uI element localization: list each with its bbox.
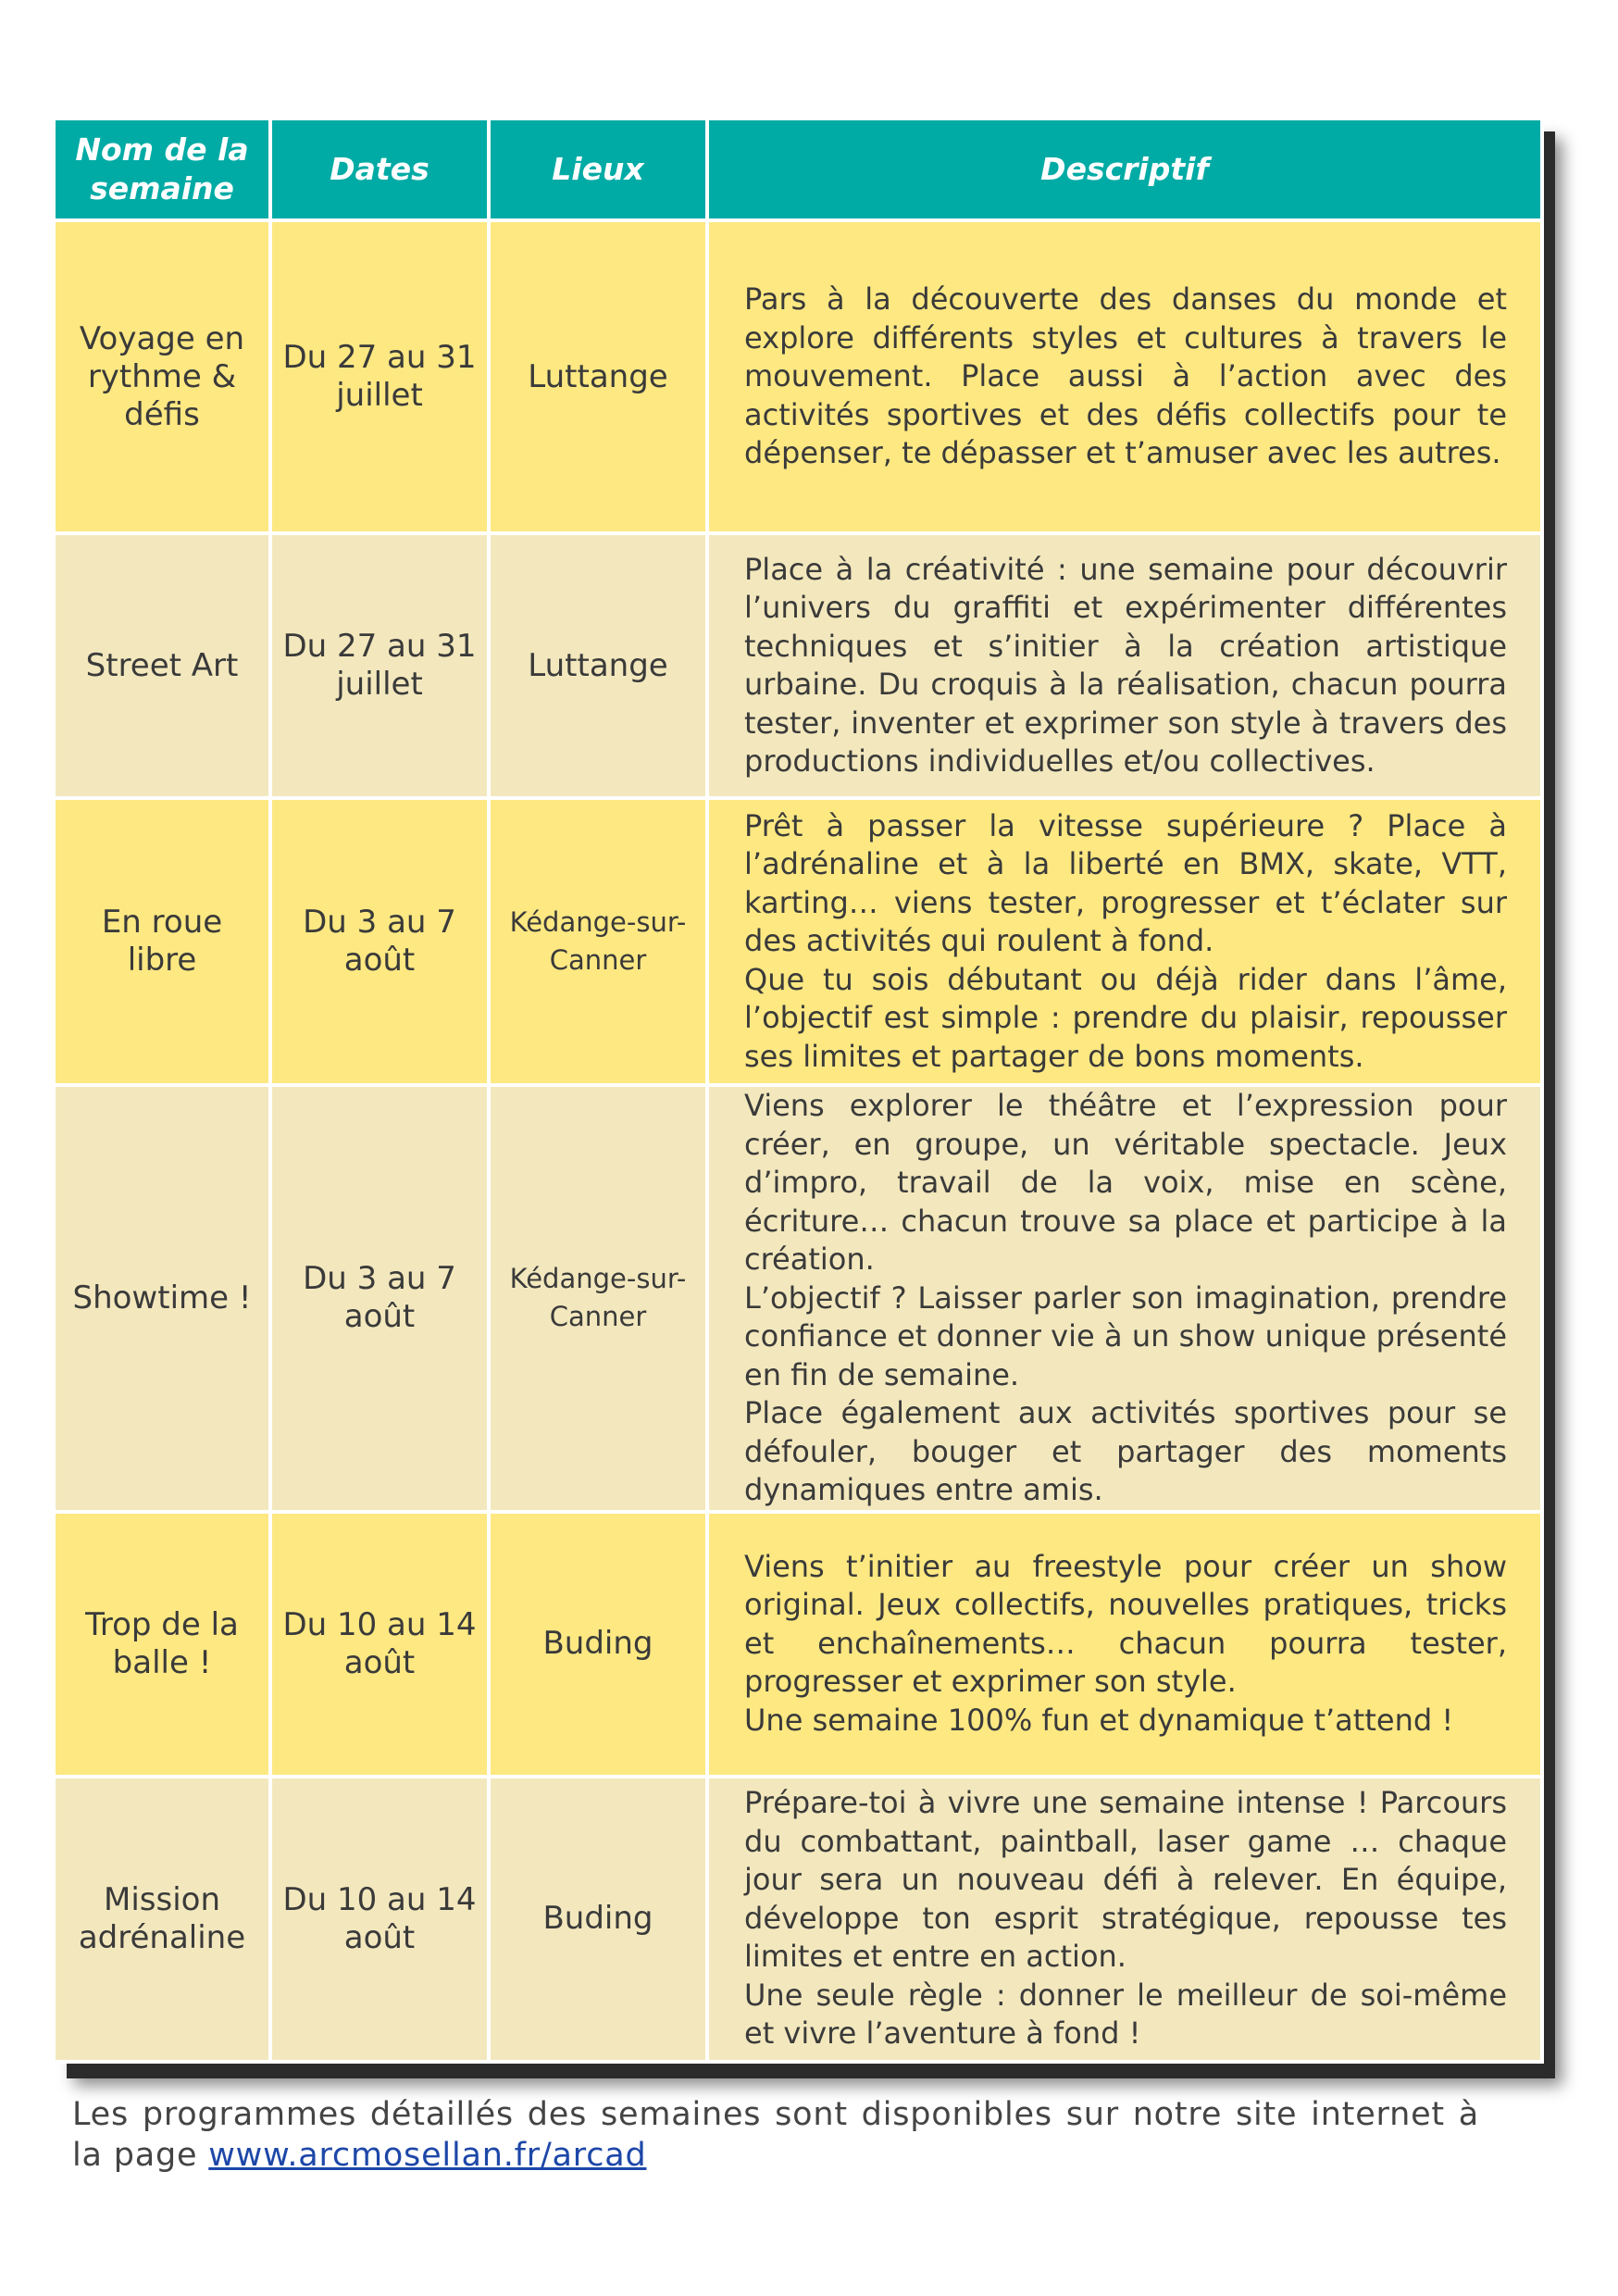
week-place: Kédange-sur-Canner xyxy=(489,798,707,1085)
description-paragraph: Viens explorer le théâtre et l’expression pour créer, en groupe, un véritable spectacle. Jeux d’impro, travail de la voix, mise en scène, écriture… chacun trouve sa place et participe à la création. xyxy=(744,1088,1507,1277)
week-description xyxy=(707,1512,1542,1777)
description-paragraph: Viens t’initier au freestyle pour créer un show original. Jeux collectifs, nouvelles pratiques, tricks et enchaînements… chacun pourra tester, progresser et exprimer son style. xyxy=(744,1548,1507,1700)
table-row xyxy=(54,1512,1542,1777)
header-places: Lieux xyxy=(489,119,707,220)
week-description xyxy=(707,1777,1542,2062)
header-week-name: Nom de la semaine xyxy=(54,119,270,220)
week-place: Luttange xyxy=(489,220,707,533)
header-description: Descriptif xyxy=(707,119,1542,220)
week-description xyxy=(707,1085,1542,1512)
description-paragraph: L’objectif ? Laisser parler son imagination, prendre confiance et donner vie à un show unique présenté en fin de semaine. xyxy=(744,1279,1507,1392)
week-place: Kédange-sur-Canner xyxy=(489,1085,707,1512)
description-paragraph: Place à la créativité : une semaine pour découvrir l’univers du graffiti et expérimenter différentes techniques et s’initier à la création artistique urbaine. Du croquis à la réalisation, chacun pourra tester, inventer et exprimer son style à travers des productions individuelles et/ou collectives. xyxy=(744,551,1507,779)
table-row xyxy=(54,1777,1542,2062)
table-row xyxy=(54,1085,1542,1512)
programme-table xyxy=(52,117,1544,2064)
week-name: En roue libre xyxy=(54,798,270,1085)
footer-text: Les programmes détaillés des semaines sont disponibles sur notre site internet à la page xyxy=(72,2096,1479,2174)
week-place: Luttange xyxy=(489,533,707,798)
table-row xyxy=(54,533,1542,798)
week-dates: Du 27 au 31 juillet xyxy=(270,533,489,798)
website-link[interactable]: www.arcmosellan.fr/arcad xyxy=(208,2137,647,2174)
description-paragraph: Prêt à passer la vitesse supérieure ? Place à l’adrénaline et à la liberté en BMX, skate, VTT, karting… viens tester, progresser et t’éclater sur des activités qui roulent à fond. xyxy=(744,807,1507,959)
description-paragraph: Que tu sois débutant ou déjà rider dans l’âme, l’objectif est simple : prendre du plaisir, repousser ses limites et partager de bons moments. xyxy=(744,961,1507,1074)
week-description xyxy=(707,798,1542,1085)
description-paragraph: Pars à la découverte des danses du monde et explore différents styles et cultures à travers le mouvement. Place aussi à l’action avec des activités sportives et des défis collectifs pour te dépenser, te dépasser et t’amuser avec les autres. xyxy=(744,281,1507,471)
table-row xyxy=(54,220,1542,533)
table-row xyxy=(54,798,1542,1085)
week-dates: Du 27 au 31 juillet xyxy=(270,220,489,533)
header-dates: Dates xyxy=(270,119,489,220)
week-description xyxy=(707,533,1542,798)
description-paragraph: Place également aux activités sportives pour se défouler, bouger et partager des moments dynamiques entre amis. xyxy=(744,1395,1507,1507)
description-paragraph: Une seule règle : donner le meilleur de soi-même et vivre l’aventure à fond ! xyxy=(744,1977,1507,2052)
week-name: Trop de la balle ! xyxy=(54,1512,270,1777)
week-dates: Du 3 au 7 août xyxy=(270,798,489,1085)
week-name: Street Art xyxy=(54,533,270,798)
description-paragraph: Prépare-toi à vivre une semaine intense ! Parcours du combattant, paintball, laser game … chaque jour sera un nouveau défi à relever. En équipe, développe ton esprit stratégique, repousse tes limites et entre en action. xyxy=(744,1785,1507,1975)
table-header-row xyxy=(54,119,1542,220)
description-paragraph: Une semaine 100% fun et dynamique t’attend ! xyxy=(744,1702,1454,1738)
week-name: Voyage en rythme & défis xyxy=(54,220,270,533)
footer-note xyxy=(72,2094,1479,2176)
week-name: Showtime ! xyxy=(54,1085,270,1512)
programme-table-container xyxy=(52,117,1540,2064)
week-place: Buding xyxy=(489,1512,707,1777)
week-dates: Du 3 au 7 août xyxy=(270,1085,489,1512)
week-name: Mission adrénaline xyxy=(54,1777,270,2062)
week-dates: Du 10 au 14 août xyxy=(270,1512,489,1777)
week-place: Buding xyxy=(489,1777,707,2062)
week-description xyxy=(707,220,1542,533)
week-dates: Du 10 au 14 août xyxy=(270,1777,489,2062)
